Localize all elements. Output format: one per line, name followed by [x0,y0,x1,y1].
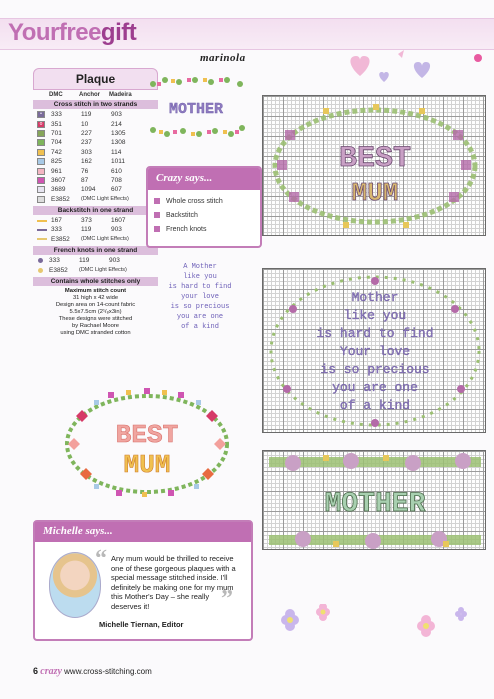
chart-mother-poem [262,268,486,433]
info-line: using DMC stranded cotton [60,329,131,336]
bullet-icon [154,212,160,218]
madeira-number: 610 [111,167,122,175]
poem-line: of a kind [181,323,219,331]
chart-mother [262,450,486,550]
thread-swatch [37,149,45,156]
mother-text: MOTHER [168,101,224,118]
dmc-number: 333 [51,111,62,119]
key-row [33,265,158,274]
dmc-number: 3689 [51,186,66,194]
thread-swatch [37,139,45,146]
anchor-number: 119 [79,257,90,265]
french-knot-dot [38,258,43,263]
dmc-number: 704 [51,139,62,147]
list-item [154,222,260,236]
info-line: These designs were stitched [58,315,133,322]
info-title: Maximum stitch count [64,287,127,294]
editor-quote: Any mum would be thrilled to receive one of these gorgeous plaques with a special message stitched inside. I'll definitely be making one for my mum this Mother's Day – she really deserves it! [111,554,236,611]
info-line: 5.5x7.5cm (2¹/₈x3in) [69,308,122,315]
dmc-number: 351 [51,120,62,128]
editor-signature: Michelle Tiernan, Editor [99,620,184,629]
key-row [33,195,158,204]
backstitch-line [37,229,47,231]
key-row [33,148,158,157]
plaque-line1: BEST [115,420,179,450]
section-backstitch: Backstitch in one strand [33,206,158,215]
footer-url: www.cross-stitching.com [64,667,152,676]
col-madeira: Madeira [109,92,132,98]
dmc-number: 742 [51,148,62,156]
list-item-label: Backstitch [166,211,198,219]
backstitch-line [37,220,47,222]
backstitch-line [37,238,47,240]
list-item [154,208,260,222]
anchor-number: 162 [81,158,92,166]
page-footer [33,666,152,677]
madeira-number: 214 [111,120,122,128]
info-line: 31 high x 42 wide [72,294,119,301]
key-row [33,166,158,175]
thread-swatch [37,186,45,193]
key-columns [33,92,158,98]
madeira-number: 708 [111,176,122,184]
title-part1: Yourfree [8,19,101,46]
dmc-number: 333 [51,226,62,234]
designer-name: marinola [200,52,246,64]
key-row [33,225,158,234]
key-row [33,110,158,119]
key-row [33,129,158,138]
dmc-number: 333 [49,257,60,265]
anchor-number: 10 [81,120,89,128]
key-row [33,138,158,147]
thread-swatch: o [37,121,45,128]
anchor-number: 373 [81,217,92,225]
thread-swatch [37,130,45,137]
madeira-number: 903 [109,257,120,265]
key-row [33,176,158,185]
dmc-number: 825 [51,158,62,166]
chart2-line: you are one [332,380,418,395]
madeira-number: 1308 [111,139,126,147]
crazy-says-box [146,166,262,248]
dmc-number: E3852 [51,235,70,243]
stitch-types-list [148,194,260,236]
chart2-line: Your love [339,344,411,359]
madeira-number: 607 [111,186,122,194]
section-whole-stitches: Contains whole stitches only [33,277,158,286]
madeira-number: 903 [111,111,122,119]
michelle-says-heading: Michelle says... [43,525,113,537]
anchor-number: (DMC Light Effects) [79,267,127,274]
flower-decorations [272,604,472,644]
madeira-number: 1011 [111,158,125,166]
anchor-number: 119 [81,111,92,119]
col-anchor: Anchor [79,92,100,98]
madeira-number: 114 [111,148,122,156]
anchor-number: 227 [81,129,92,137]
title-part2: gift [100,19,137,46]
anchor-number: (DMC Light Effects) [81,236,129,243]
dmc-number: 701 [51,129,62,137]
bullet-icon [154,198,160,204]
key-row [33,119,158,128]
open-quote-icon: “ [95,546,107,572]
heart-decorations [340,48,490,88]
poem-line: is so precious [170,303,230,311]
chart2-line: is so precious [320,362,430,377]
list-item-label: Whole cross stitch [166,197,223,205]
footer-brand: crazy [40,666,62,677]
chart1-line1: BEST [338,142,412,176]
poem-line: A Mother [183,263,217,271]
dmc-number: E3852 [51,195,70,203]
chart2-line: is hard to find [316,326,434,341]
anchor-number: 76 [81,167,89,175]
thread-key [33,68,158,380]
poem-line: like you [183,273,217,281]
chart3-word: MOTHER [324,489,426,520]
chart-mother-motif [263,451,487,551]
dmc-number: 961 [51,167,62,175]
chart2-line: Mother [351,290,399,305]
crazy-says-heading: Crazy says... [156,172,213,184]
page-title [8,19,136,47]
stitch-info [33,288,158,337]
col-dmc: DMC [49,92,63,98]
poem-line: your love [181,293,219,301]
key-row [33,216,158,225]
anchor-number: (DMC Light Effects) [81,196,129,203]
thread-swatch [37,168,45,175]
anchor-number: 119 [81,226,92,234]
madeira-number: 1607 [111,217,126,225]
madeira-number: 1305 [111,129,126,137]
editor-photo [49,552,101,618]
michelle-says-header [35,522,251,542]
french-knot-dot [38,268,43,273]
section-french-knots: French knots in one strand [33,246,158,255]
key-row [33,235,158,244]
anchor-number: 303 [81,148,92,156]
madeira-number: 903 [111,226,122,234]
anchor-number: 237 [81,139,92,147]
poem-line: is hard to find [168,283,232,291]
thread-swatch [37,177,45,184]
thread-swatch [37,196,45,203]
chart1-line2: MUM [351,178,399,208]
chart-best-mum-motif [263,96,487,237]
plaque-line2: MUM [123,450,171,480]
dmc-number: 3607 [51,176,66,184]
poem-motif-preview [148,262,252,340]
chart-poem-motif [263,269,487,434]
dmc-number: E3852 [49,266,68,274]
thread-swatch [37,158,45,165]
info-line: by Rachael Moore [71,322,120,329]
crazy-says-header [148,168,260,190]
mother-motif-preview [145,76,248,138]
info-line: Design area on 14-count fabric [55,301,136,308]
page-number: 6 [33,666,39,676]
thread-swatch: • [37,111,45,118]
anchor-number: 1094 [81,186,96,194]
bullet-icon [154,226,160,232]
chart2-line: of a kind [339,398,411,413]
best-mum-plaque-preview [58,388,236,500]
key-row [33,157,158,166]
dmc-number: 167 [51,217,62,225]
poem-line: you are one [176,313,224,321]
chart2-line: like you [343,308,407,323]
list-item-label: French knots [166,225,207,233]
anchor-number: 87 [81,176,89,184]
close-quote-icon: ” [221,586,233,612]
key-row [33,185,158,194]
section-cross-stitch: Cross stitch in two strands [33,100,158,109]
key-title: Plaque [33,68,158,90]
key-row [33,256,158,265]
chart-best-mum [262,95,486,236]
michelle-says-box [33,520,253,641]
list-item [154,194,260,208]
